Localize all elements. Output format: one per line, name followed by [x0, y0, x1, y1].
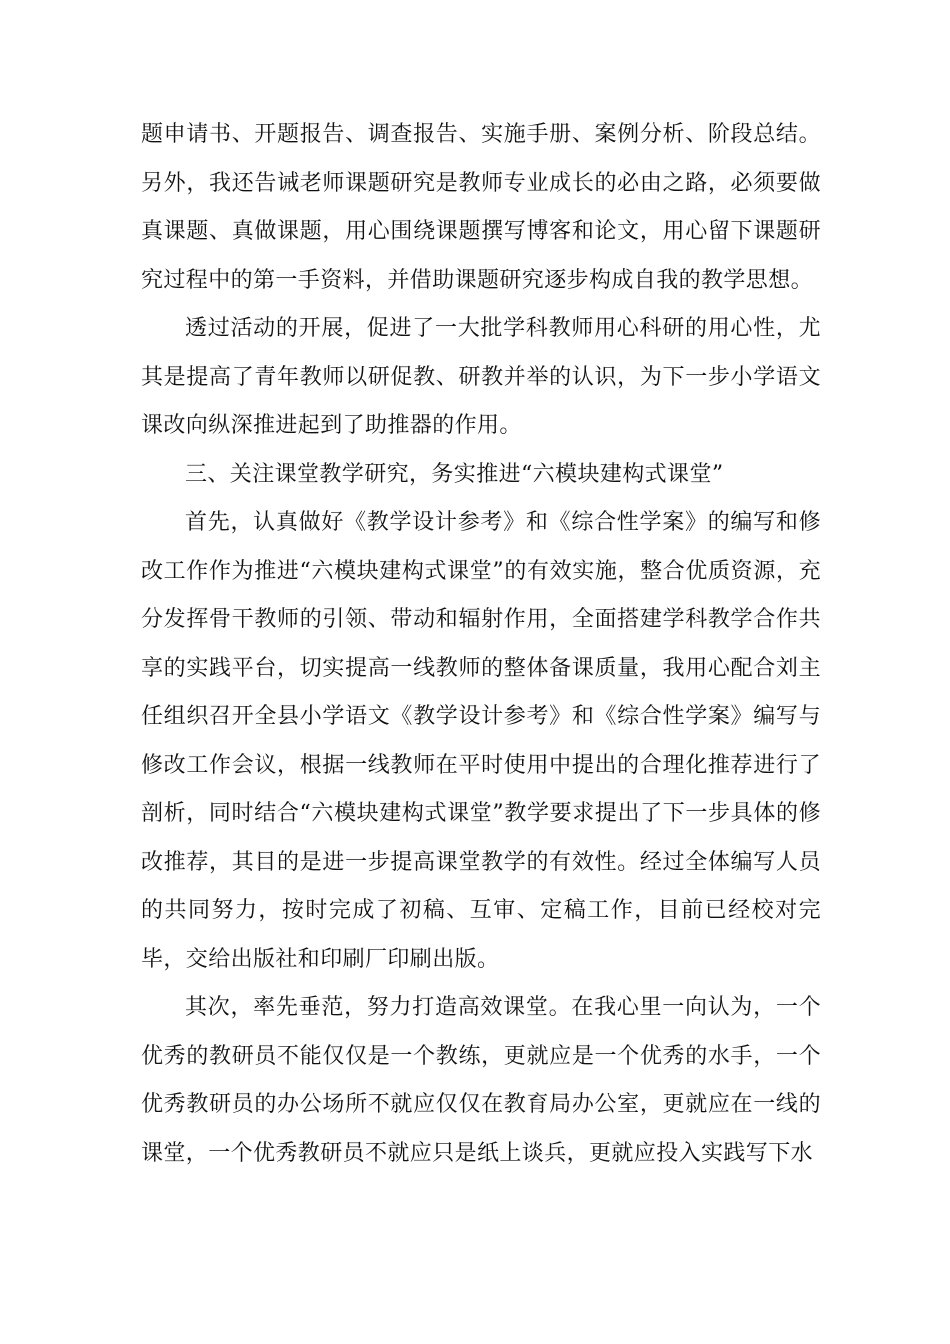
document-body [141, 111, 821, 1178]
paragraph-4: 首先，认真做好《教学设计参考》和《综合性学案》的编写和修改工作作为推进“六模块建构式课堂”的有效实施，整合优质资源，充分发挥骨干教师的引领、带动和辐射作用，全面搭建学科教学合作共享的实践平台，切实提高一线教师的整体备课质量，我用心配合刘主任组织召开全县小学语文《教学设计参考》和《综合性学案》编写与修改工作会议，根据一线教师在平时使用中提出的合理化推荐进行了剖析，同时结合“六模块建构式课堂”教学要求提出了下一步具体的修改推荐，其目的是进一步提高课堂教学的有效性。经过全体编写人员的共同努力，按时完成了初稿、互审、定稿工作，目前已经校对完毕，交给出版社和印刷厂印刷出版。 [141, 510, 821, 972]
paragraph-5: 其次，率先垂范，努力打造高效课堂。在我心里一向认为，一个优秀的教研员不能仅仅是一个教练，更就应是一个优秀的水手，一个优秀教研员的办公场所不就应仅仅在教育局办公室，更就应在一线的课堂，一个优秀教研员不就应只是纸上谈兵，更就应投入实践写下水 [141, 995, 821, 1166]
section-heading-3: 三、关注课堂教学研究，务实推进“六模块建构式课堂” [185, 461, 724, 487]
paragraph-2: 透过活动的开展，促进了一大批学科教师用心科研的用心性，尤其是提高了青年教师以研促教、研教并举的认识，为下一步小学语文课改向纵深推进起到了助推器的作用。 [141, 316, 821, 438]
paragraph-1: 题申请书、开题报告、调查报告、实施手册、案例分析、阶段总结。另外，我还告诫老师课题研究是教师专业成长的必由之路，必须要做真课题、真做课题，用心围绕课题撰写博客和论文，用心留下课题研究过程中的第一手资料，并借助课题研究逐步构成自我的教学思想。 [141, 122, 821, 293]
